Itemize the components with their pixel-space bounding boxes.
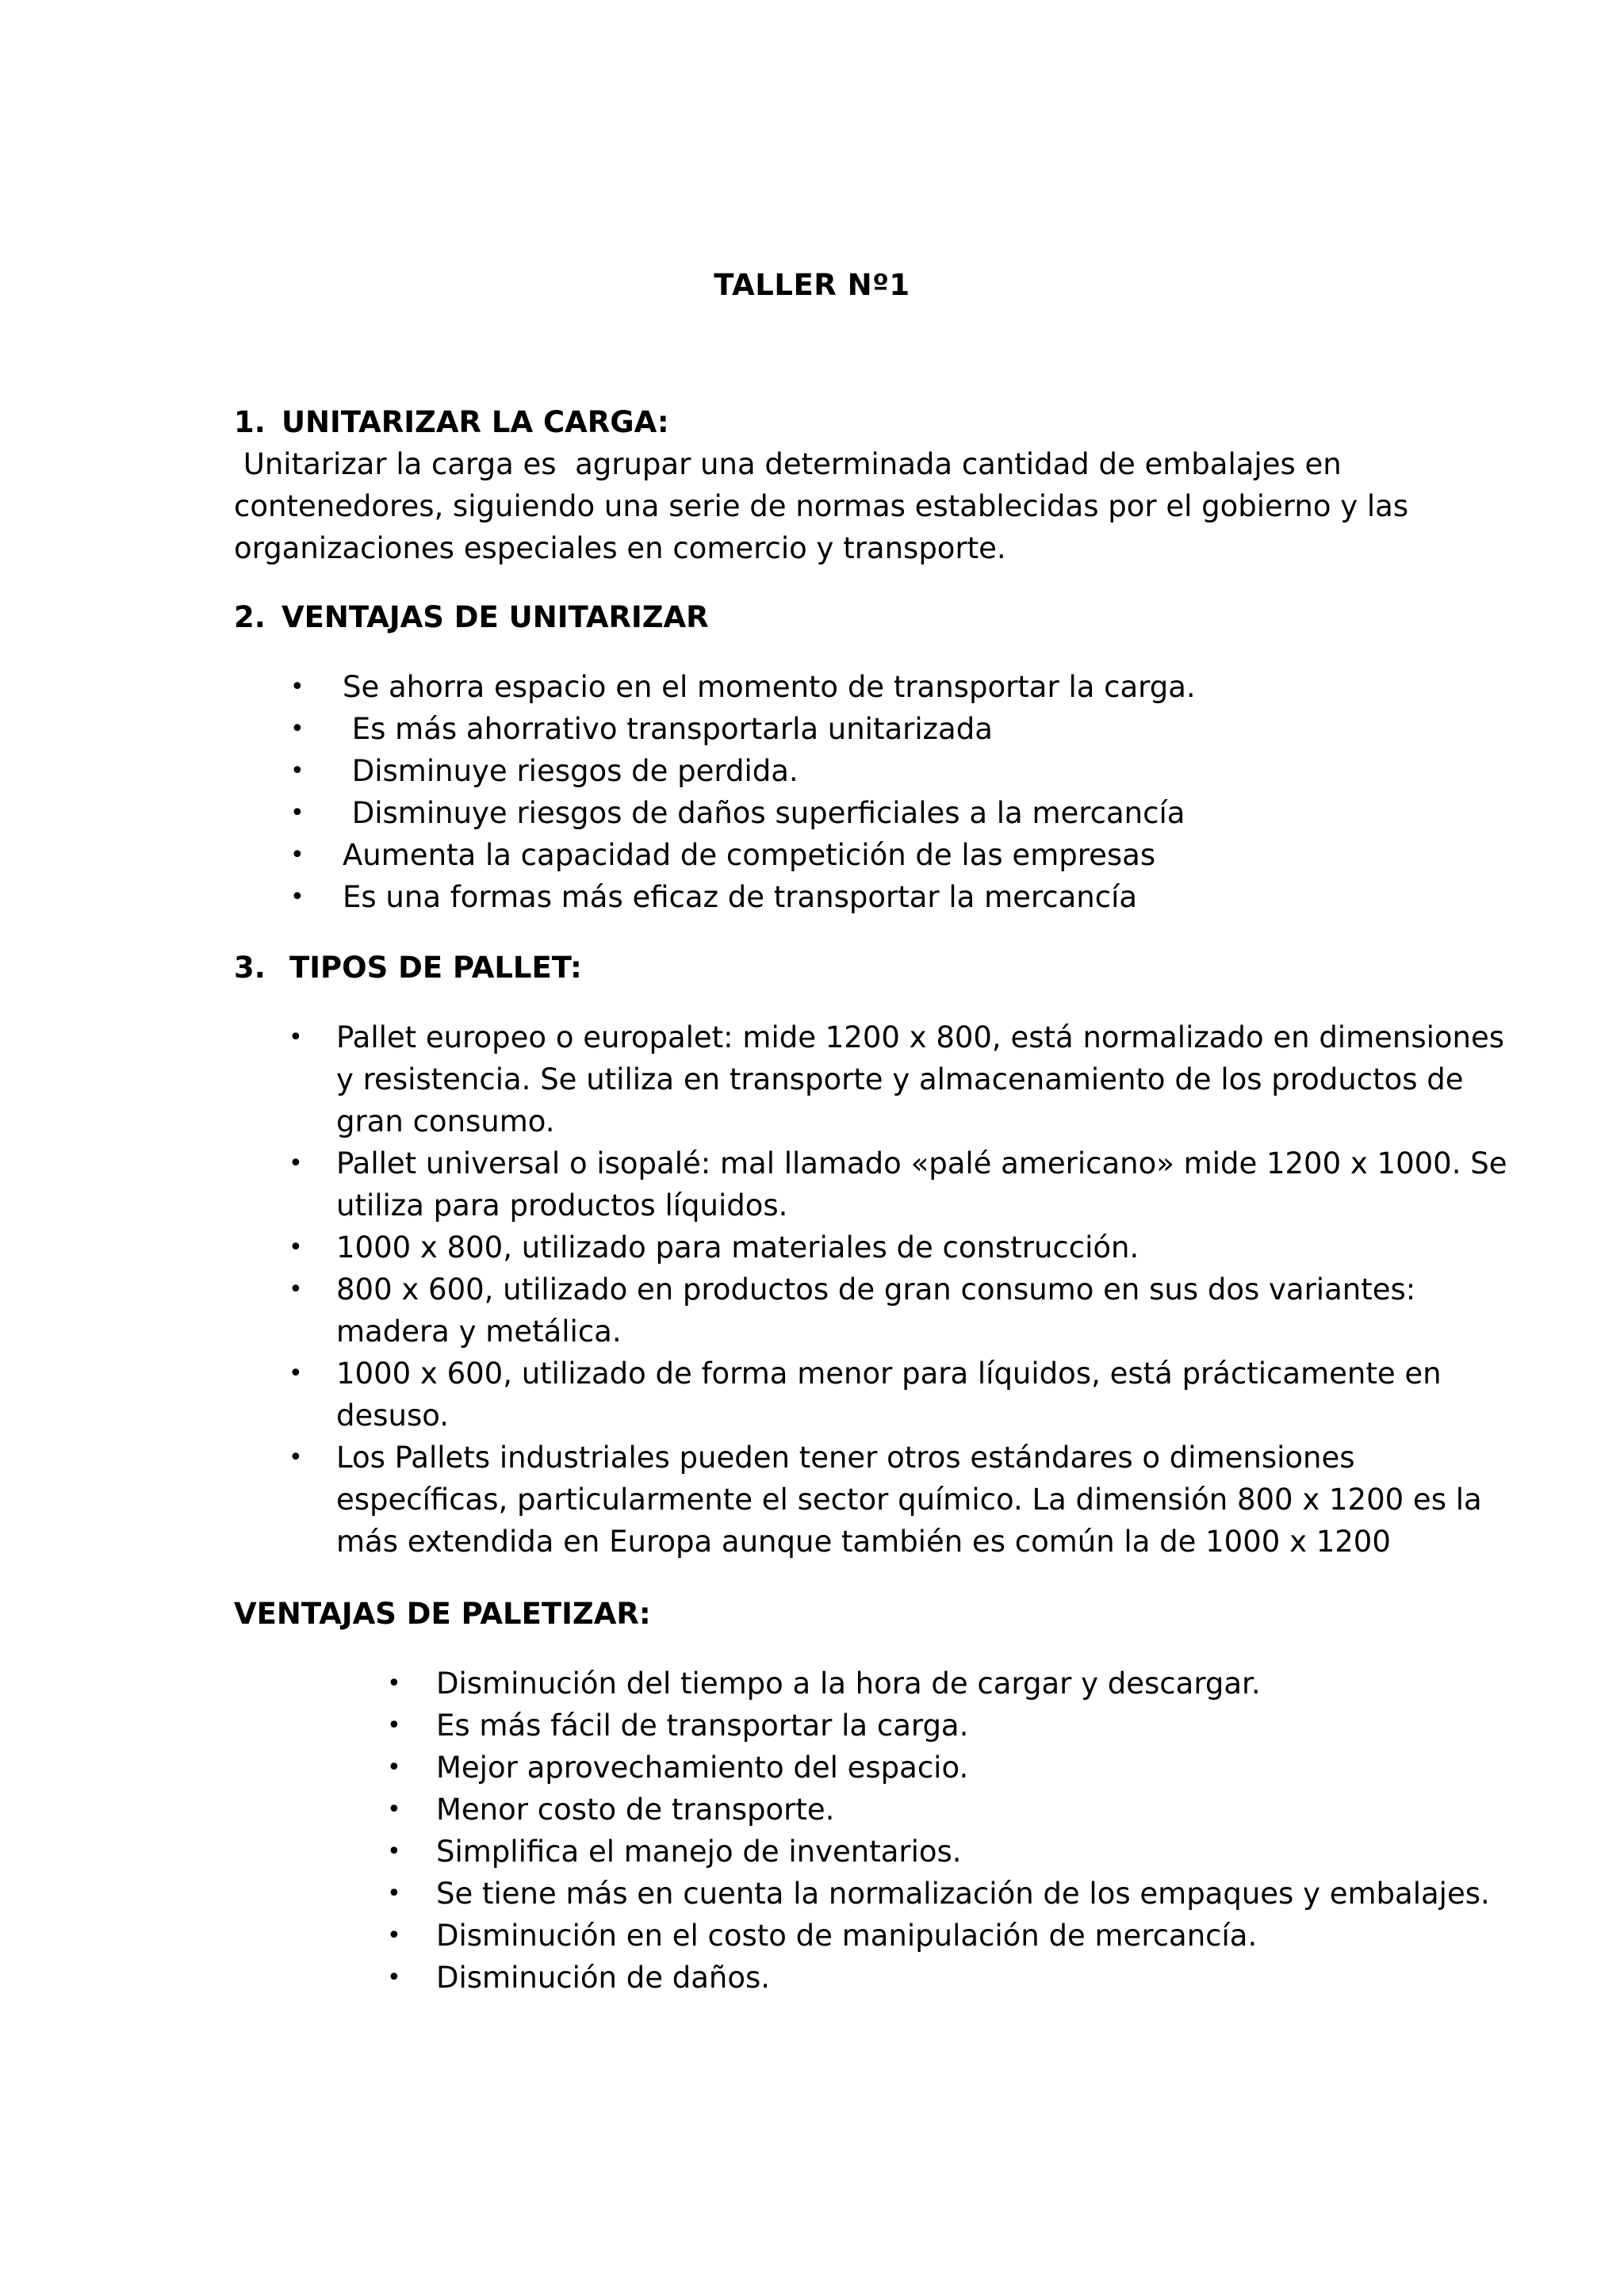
bullet-icon: • [289,1276,303,1303]
list-item [387,1957,1490,1999]
list-item [387,1873,1490,1915]
bullet-icon: • [387,1796,401,1823]
pallet-types-list [289,1016,1507,1563]
list-item-text: Es más ahorrativo transportarla unitarizada [343,712,993,746]
bullet-icon: • [289,1444,303,1471]
paletizar-advantages-list [387,1663,1490,1999]
bullet-icon: • [387,1670,401,1697]
section-1-paragraph [234,443,1408,569]
list-item [289,1269,1415,1353]
list-item [289,1142,1507,1226]
bullet-icon: • [290,673,304,701]
bullet-icon: • [289,1024,303,1051]
bullet-icon: • [290,799,304,827]
bullet-icon: • [387,1712,401,1739]
page-title: TALLER Nº1 [714,268,910,302]
section-3-number: 3. [234,951,266,985]
section-3-heading [234,947,582,989]
list-item [289,1016,1505,1142]
section-1-heading [234,402,669,443]
list-item [289,1226,1415,1269]
list-item [290,792,1196,834]
list-item-text: 1000 x 800, utilizado para materiales de construcción. [336,1230,1139,1265]
section-4-heading: VENTAJAS DE PALETIZAR: [234,1597,651,1631]
section-2-number: 2. [234,600,266,634]
list-item-text: Aumenta la capacidad de competición de las empresas [343,838,1156,872]
list-item [289,1437,1482,1563]
list-item-text: Disminución del tiempo a la hora de cargar y descargar. [436,1667,1261,1701]
bullet-icon: • [387,1838,401,1866]
list-item-text: Pallet universal o isopalé: mal llamado «palé americano» mide 1200 x 1000. Se utiliza para productos líquidos. [336,1146,1507,1223]
list-item-text: Mejor aprovechamiento del espacio. [436,1751,969,1785]
list-item [290,834,1196,876]
list-item [387,1705,1490,1747]
bullet-icon: • [289,1234,303,1261]
paragraph-line: Unitarizar la carga es agrupar una determinada cantidad de embalajes en [234,447,1342,481]
list-item [290,708,1196,750]
list-item-text: Es una formas más eficaz de transportar la mercancía [343,880,1138,914]
bullet-icon: • [290,841,304,869]
list-item-text: Simplifica el manejo de inventarios. [436,1835,962,1869]
list-item [387,1831,1490,1873]
list-item-text: Disminución en el costo de manipulación de mercancía. [436,1919,1258,1953]
section-1-title: UNITARIZAR LA CARGA: [282,405,669,439]
section-1-number: 1. [234,405,266,439]
list-item [290,750,1196,792]
list-item [387,1789,1490,1831]
list-item-text: Se ahorra espacio en el momento de transportar la carga. [343,670,1196,704]
bullet-icon: • [289,1150,303,1177]
list-item-text: Es más fácil de transportar la carga. [436,1709,969,1743]
list-item [387,1663,1490,1705]
list-item-text: Disminuye riesgos de daños superficiales a la mercancía [343,796,1185,830]
section-3-title: TIPOS DE PALLET: [289,951,582,985]
bullet-icon: • [387,1922,401,1950]
bullet-icon: • [290,715,304,743]
bullet-icon: • [290,757,304,785]
list-item-text: Menor costo de transporte. [436,1793,835,1827]
unitarizar-advantages-list [290,666,1196,918]
paragraph-line: contenedores, siguiendo una serie de normas establecidas por el gobierno y las [234,489,1409,523]
list-item [290,666,1196,708]
list-item-text: 1000 x 600, utilizado de forma menor para líquidos, está prácticamente en desuso. [336,1357,1442,1433]
bullet-icon: • [387,1754,401,1781]
bullet-icon: • [289,1360,303,1387]
list-item-text: Los Pallets industriales pueden tener otros estándares o dimensiones específicas, particularmente el sector químico. La dimensión 800 x 1200 es la más extendida en Europa aunque también es común la de 1000 x 1200 [336,1441,1482,1559]
list-item [290,876,1196,918]
list-item-text: Disminuye riesgos de perdida. [343,754,799,788]
bullet-icon: • [387,1964,401,1992]
list-item-text: Se tiene más en cuenta la normalización de los empaques y embalajes. [436,1877,1490,1911]
paragraph-line: organizaciones especiales en comercio y transporte. [234,531,1006,565]
list-item [289,1353,1442,1437]
list-item-text: 800 x 600, utilizado en productos de gran consumo en sus dos variantes: madera y metálica. [336,1272,1416,1349]
section-2-title: VENTAJAS DE UNITARIZAR [282,600,709,634]
bullet-icon: • [290,883,304,911]
list-item-text: Pallet europeo o europalet: mide 1200 x 800, está normalizado en dimensiones y resistencia. Se utiliza en transporte y almacenamiento de los productos de gran consumo. [336,1020,1505,1138]
list-item [387,1747,1490,1789]
bullet-icon: • [387,1880,401,1908]
list-item [387,1915,1490,1957]
list-item-text: Disminución de daños. [436,1961,771,1995]
section-2-heading [234,597,709,638]
